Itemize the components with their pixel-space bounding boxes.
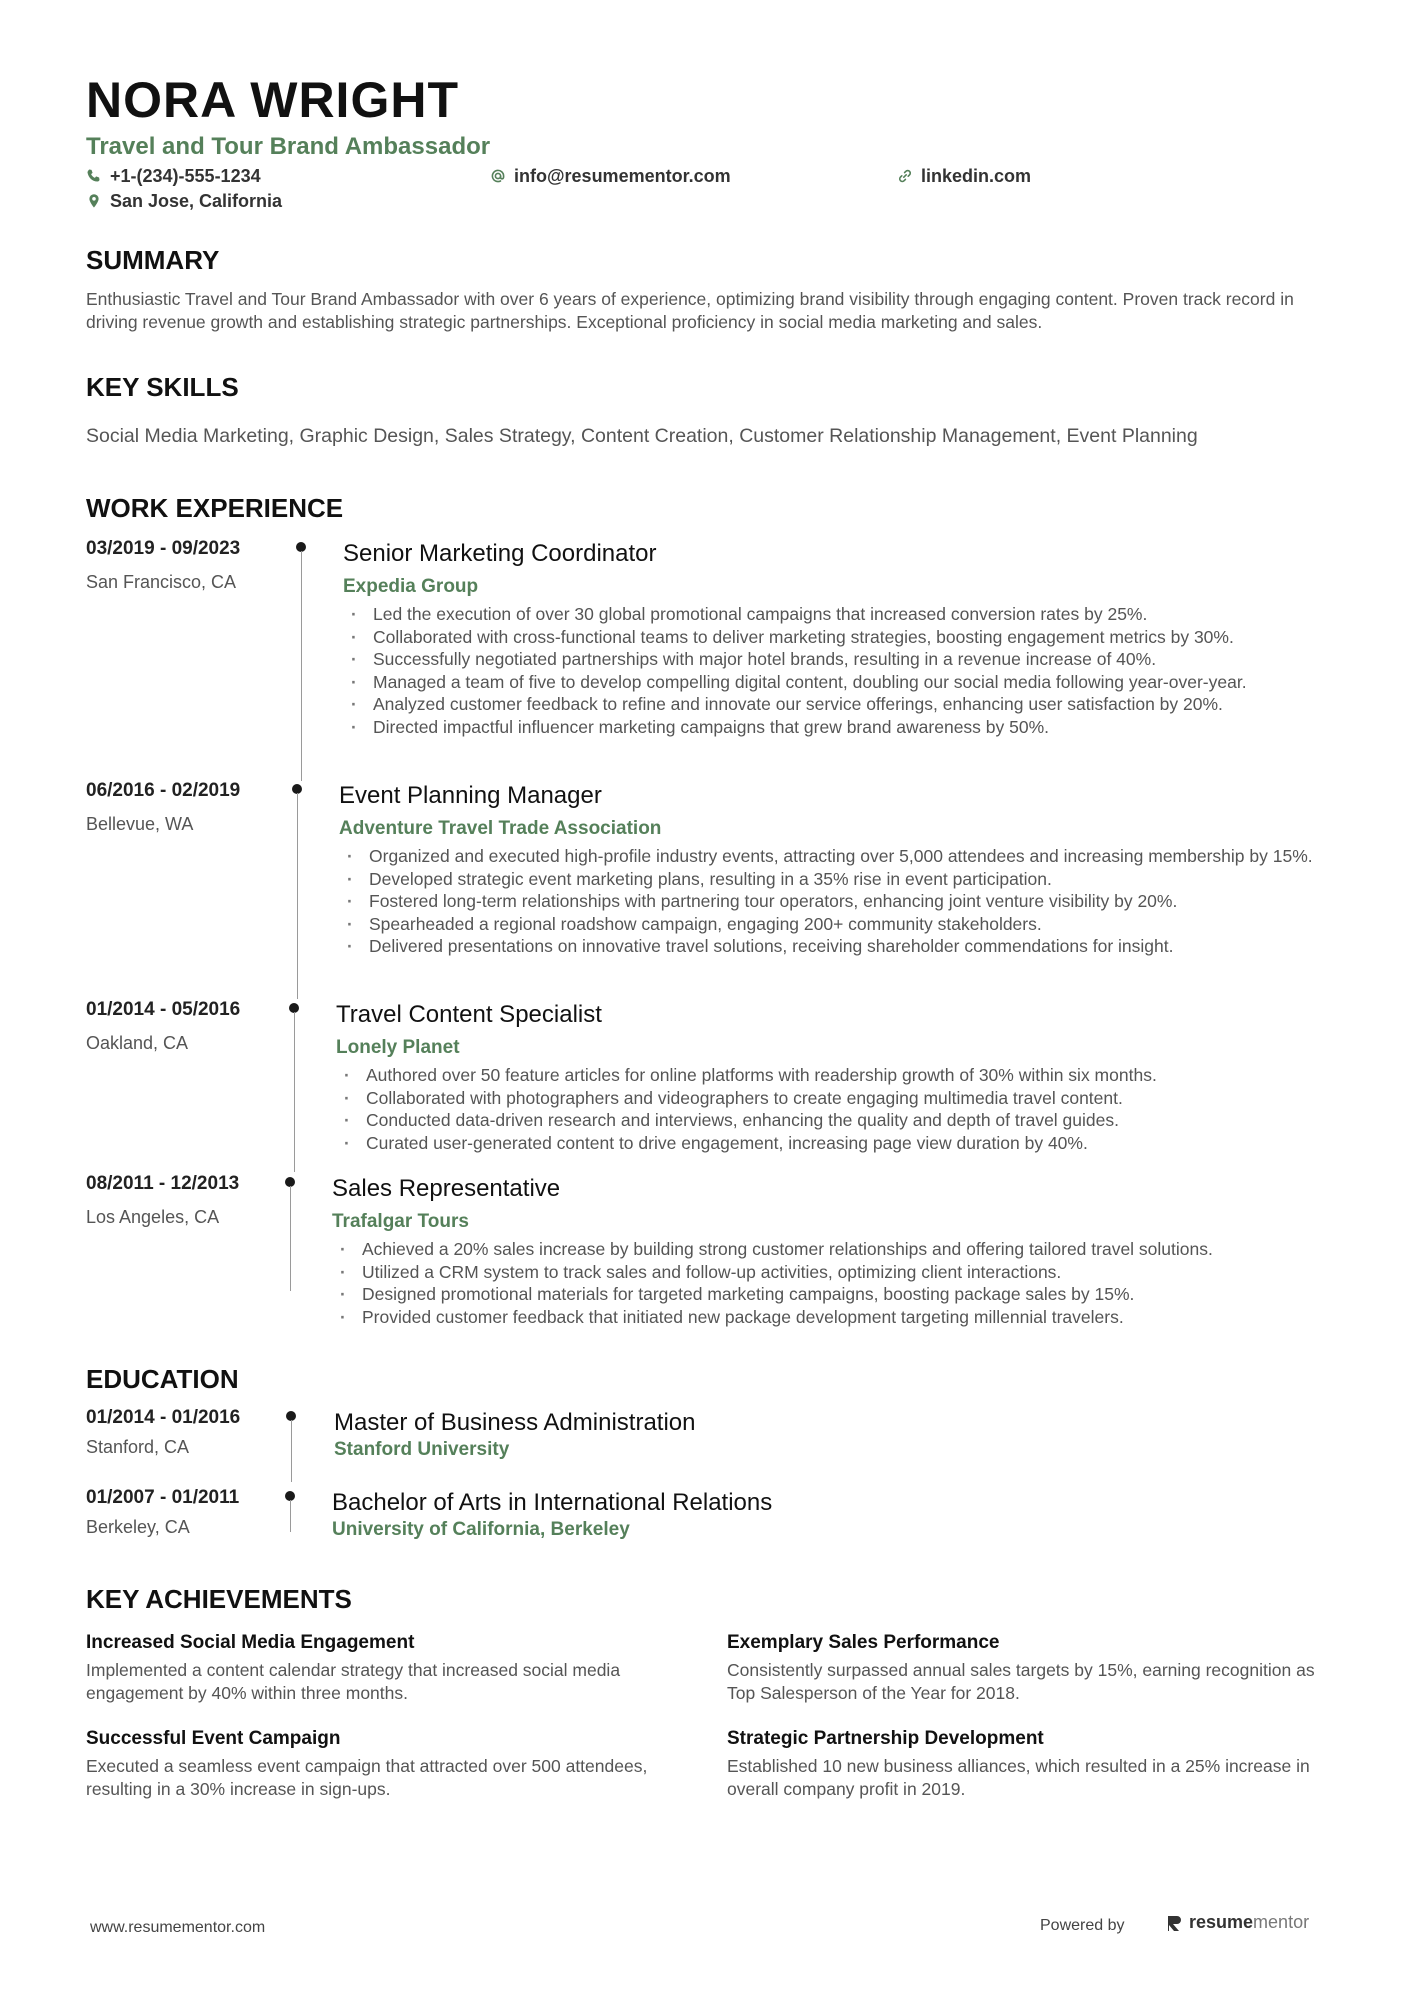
achievement-item	[727, 1631, 1327, 1705]
job-location: Oakland, CA	[86, 1033, 189, 1053]
location-pin-icon	[86, 193, 102, 209]
brand-logo[interactable]	[1165, 1912, 1309, 1933]
education-school: Stanford University	[334, 1439, 510, 1460]
summary-text: Enthusiastic Travel and Tour Brand Ambassador with over 6 years of experience, optimizing brand visibility through engaging content. Proven track record in driving revenue growth and establishing strategic partnerships. Exceptional proficiency in social media marketing and sales.	[86, 289, 1294, 332]
job-bullets	[336, 1064, 1336, 1154]
job-role: Sales Representative	[332, 1175, 561, 1202]
location-text: San Jose, California	[110, 191, 283, 211]
education-location: Stanford, CA	[86, 1437, 190, 1457]
job-location: Bellevue, WA	[86, 814, 194, 834]
skills-text: Social Media Marketing, Graphic Design, Sales Strategy, Content Creation, Customer Relationship Management, Event Planning	[86, 425, 1198, 447]
job-bullet: · Curated user-generated content to drive engagement, increasing page view duration by 40%.	[336, 1132, 1336, 1155]
resumementor-logo-icon	[1165, 1913, 1183, 1933]
timeline-line	[297, 793, 298, 999]
job-bullet: · Collaborated with cross-functional teams to deliver marketing strategies, boosting engagement metrics by 30%.	[343, 626, 1343, 649]
education-degree: Bachelor of Arts in International Relations	[332, 1489, 773, 1516]
timeline-line	[294, 1012, 295, 1172]
education-school: University of California, Berkeley	[332, 1519, 630, 1540]
job-bullet: · Organized and executed high-profile industry events, attracting over 5,000 attendees and increasing membership by 15%.	[339, 845, 1339, 868]
job-bullet: · Led the execution of over 30 global promotional campaigns that increased conversion rates by 25%.	[343, 603, 1343, 626]
job-location: San Francisco, CA	[86, 572, 237, 592]
job-bullet: · Provided customer feedback that initiated new package development targeting millennial travelers.	[332, 1306, 1332, 1329]
achievement-title: Successful Event Campaign	[86, 1728, 341, 1749]
job-role: Senior Marketing Coordinator	[343, 540, 657, 567]
job-date: 01/2014 - 05/2016	[86, 999, 241, 1020]
candidate-name: NORA WRIGHT	[86, 72, 459, 128]
job-bullets	[343, 603, 1343, 738]
job-location: Los Angeles, CA	[86, 1207, 220, 1227]
skills-heading: KEY SKILLS	[86, 372, 239, 402]
job-company: Trafalgar Tours	[332, 1211, 469, 1232]
job-bullets	[339, 845, 1339, 958]
achievement-description: Consistently surpassed annual sales targets by 15%, earning recognition as Top Salesperson of the Year for 2018.	[727, 1660, 1315, 1703]
job-date: 08/2011 - 12/2013	[86, 1173, 240, 1194]
job-bullet: · Successfully negotiated partnerships with major hotel brands, resulting in a revenue increase of 40%.	[343, 648, 1343, 671]
contact-linkedin[interactable]	[897, 165, 1031, 187]
contact-location	[86, 190, 282, 212]
brand-name-part2: mentor	[1253, 1912, 1310, 1932]
email-text: info@resumementor.com	[514, 166, 731, 186]
job-company: Lonely Planet	[336, 1037, 460, 1058]
summary-heading: SUMMARY	[86, 245, 220, 275]
achievement-description: Executed a seamless event campaign that attracted over 500 attendees, resulting in a 30% increase in sign-ups.	[86, 1756, 648, 1799]
job-bullet: · Managed a team of five to develop compelling digital content, doubling our social media following year-over-year.	[343, 671, 1343, 694]
powered-by-label: Powered by	[1040, 1917, 1125, 1934]
job-date: 06/2016 - 02/2019	[86, 780, 241, 801]
job-bullets	[332, 1238, 1332, 1328]
linkedin-text: linkedin.com	[921, 166, 1032, 186]
education-date: 01/2007 - 01/2011	[86, 1487, 240, 1508]
education-date: 01/2014 - 01/2016	[86, 1407, 241, 1428]
job-company: Expedia Group	[343, 576, 479, 597]
job-bullet: · Designed promotional materials for targeted marketing campaigns, boosting package sales by 15%.	[332, 1283, 1332, 1306]
brand-name-part1: resume	[1189, 1912, 1254, 1932]
job-role: Travel Content Specialist	[336, 1001, 602, 1028]
job-bullet: · Developed strategic event marketing plans, resulting in a 35% rise in event participation.	[339, 868, 1339, 891]
job-bullet: · Utilized a CRM system to track sales and follow-up activities, optimizing client interactions.	[332, 1261, 1332, 1284]
achievement-description: Implemented a content calendar strategy that increased social media engagement by 40% within three months.	[86, 1660, 621, 1703]
job-date: 03/2019 - 09/2023	[86, 538, 241, 559]
achievements-heading: KEY ACHIEVEMENTS	[86, 1584, 352, 1614]
job-bullet: · Achieved a 20% sales increase by building strong customer relationships and offering tailored travel solutions.	[332, 1238, 1332, 1261]
job-role: Event Planning Manager	[339, 782, 602, 809]
achievement-title: Exemplary Sales Performance	[727, 1632, 1000, 1653]
education-heading: EDUCATION	[86, 1364, 239, 1394]
at-icon	[490, 168, 506, 184]
phone-icon	[86, 168, 102, 184]
footer-website-link[interactable]: www.resumementor.com	[90, 1919, 266, 1936]
timeline-line	[290, 1500, 291, 1532]
achievement-description: Established 10 new business alliances, which resulted in a 25% increase in overall company profit in 2019.	[727, 1756, 1310, 1799]
link-icon	[897, 168, 913, 184]
experience-heading: WORK EXPERIENCE	[86, 493, 344, 523]
achievement-item	[86, 1631, 686, 1705]
education-location: Berkeley, CA	[86, 1517, 190, 1537]
timeline-line	[290, 1186, 291, 1291]
phone-text: +1-(234)-555-1234	[110, 166, 261, 186]
contact-email[interactable]	[490, 165, 731, 187]
job-bullet: · Analyzed customer feedback to refine and innovate our service offerings, enhancing user satisfaction by 20%.	[343, 693, 1343, 716]
job-bullet: · Directed impactful influencer marketing campaigns that grew brand awareness by 50%.	[343, 716, 1343, 739]
job-bullet: · Spearheaded a regional roadshow campaign, engaging 200+ community stakeholders.	[339, 913, 1339, 936]
achievement-item	[86, 1727, 686, 1801]
achievement-title: Increased Social Media Engagement	[86, 1632, 415, 1653]
job-title: Travel and Tour Brand Ambassador	[86, 133, 491, 160]
achievement-item	[727, 1727, 1327, 1801]
contact-phone	[86, 165, 261, 187]
job-bullet: · Delivered presentations on innovative travel solutions, receiving shareholder commendations for insight.	[339, 935, 1339, 958]
job-bullet: · Fostered long-term relationships with partnering tour operators, enhancing joint venture visibility by 20%.	[339, 890, 1339, 913]
job-bullet: · Collaborated with photographers and videographers to create engaging multimedia travel content.	[336, 1087, 1336, 1110]
job-company: Adventure Travel Trade Association	[339, 818, 662, 839]
timeline-line	[291, 1420, 292, 1482]
job-bullet: · Authored over 50 feature articles for online platforms with readership growth of 30% within six months.	[336, 1064, 1336, 1087]
job-bullet: · Conducted data-driven research and interviews, enhancing the quality and depth of travel guides.	[336, 1109, 1336, 1132]
timeline-line	[301, 551, 302, 781]
achievement-title: Strategic Partnership Development	[727, 1728, 1044, 1749]
education-degree: Master of Business Administration	[334, 1409, 696, 1436]
